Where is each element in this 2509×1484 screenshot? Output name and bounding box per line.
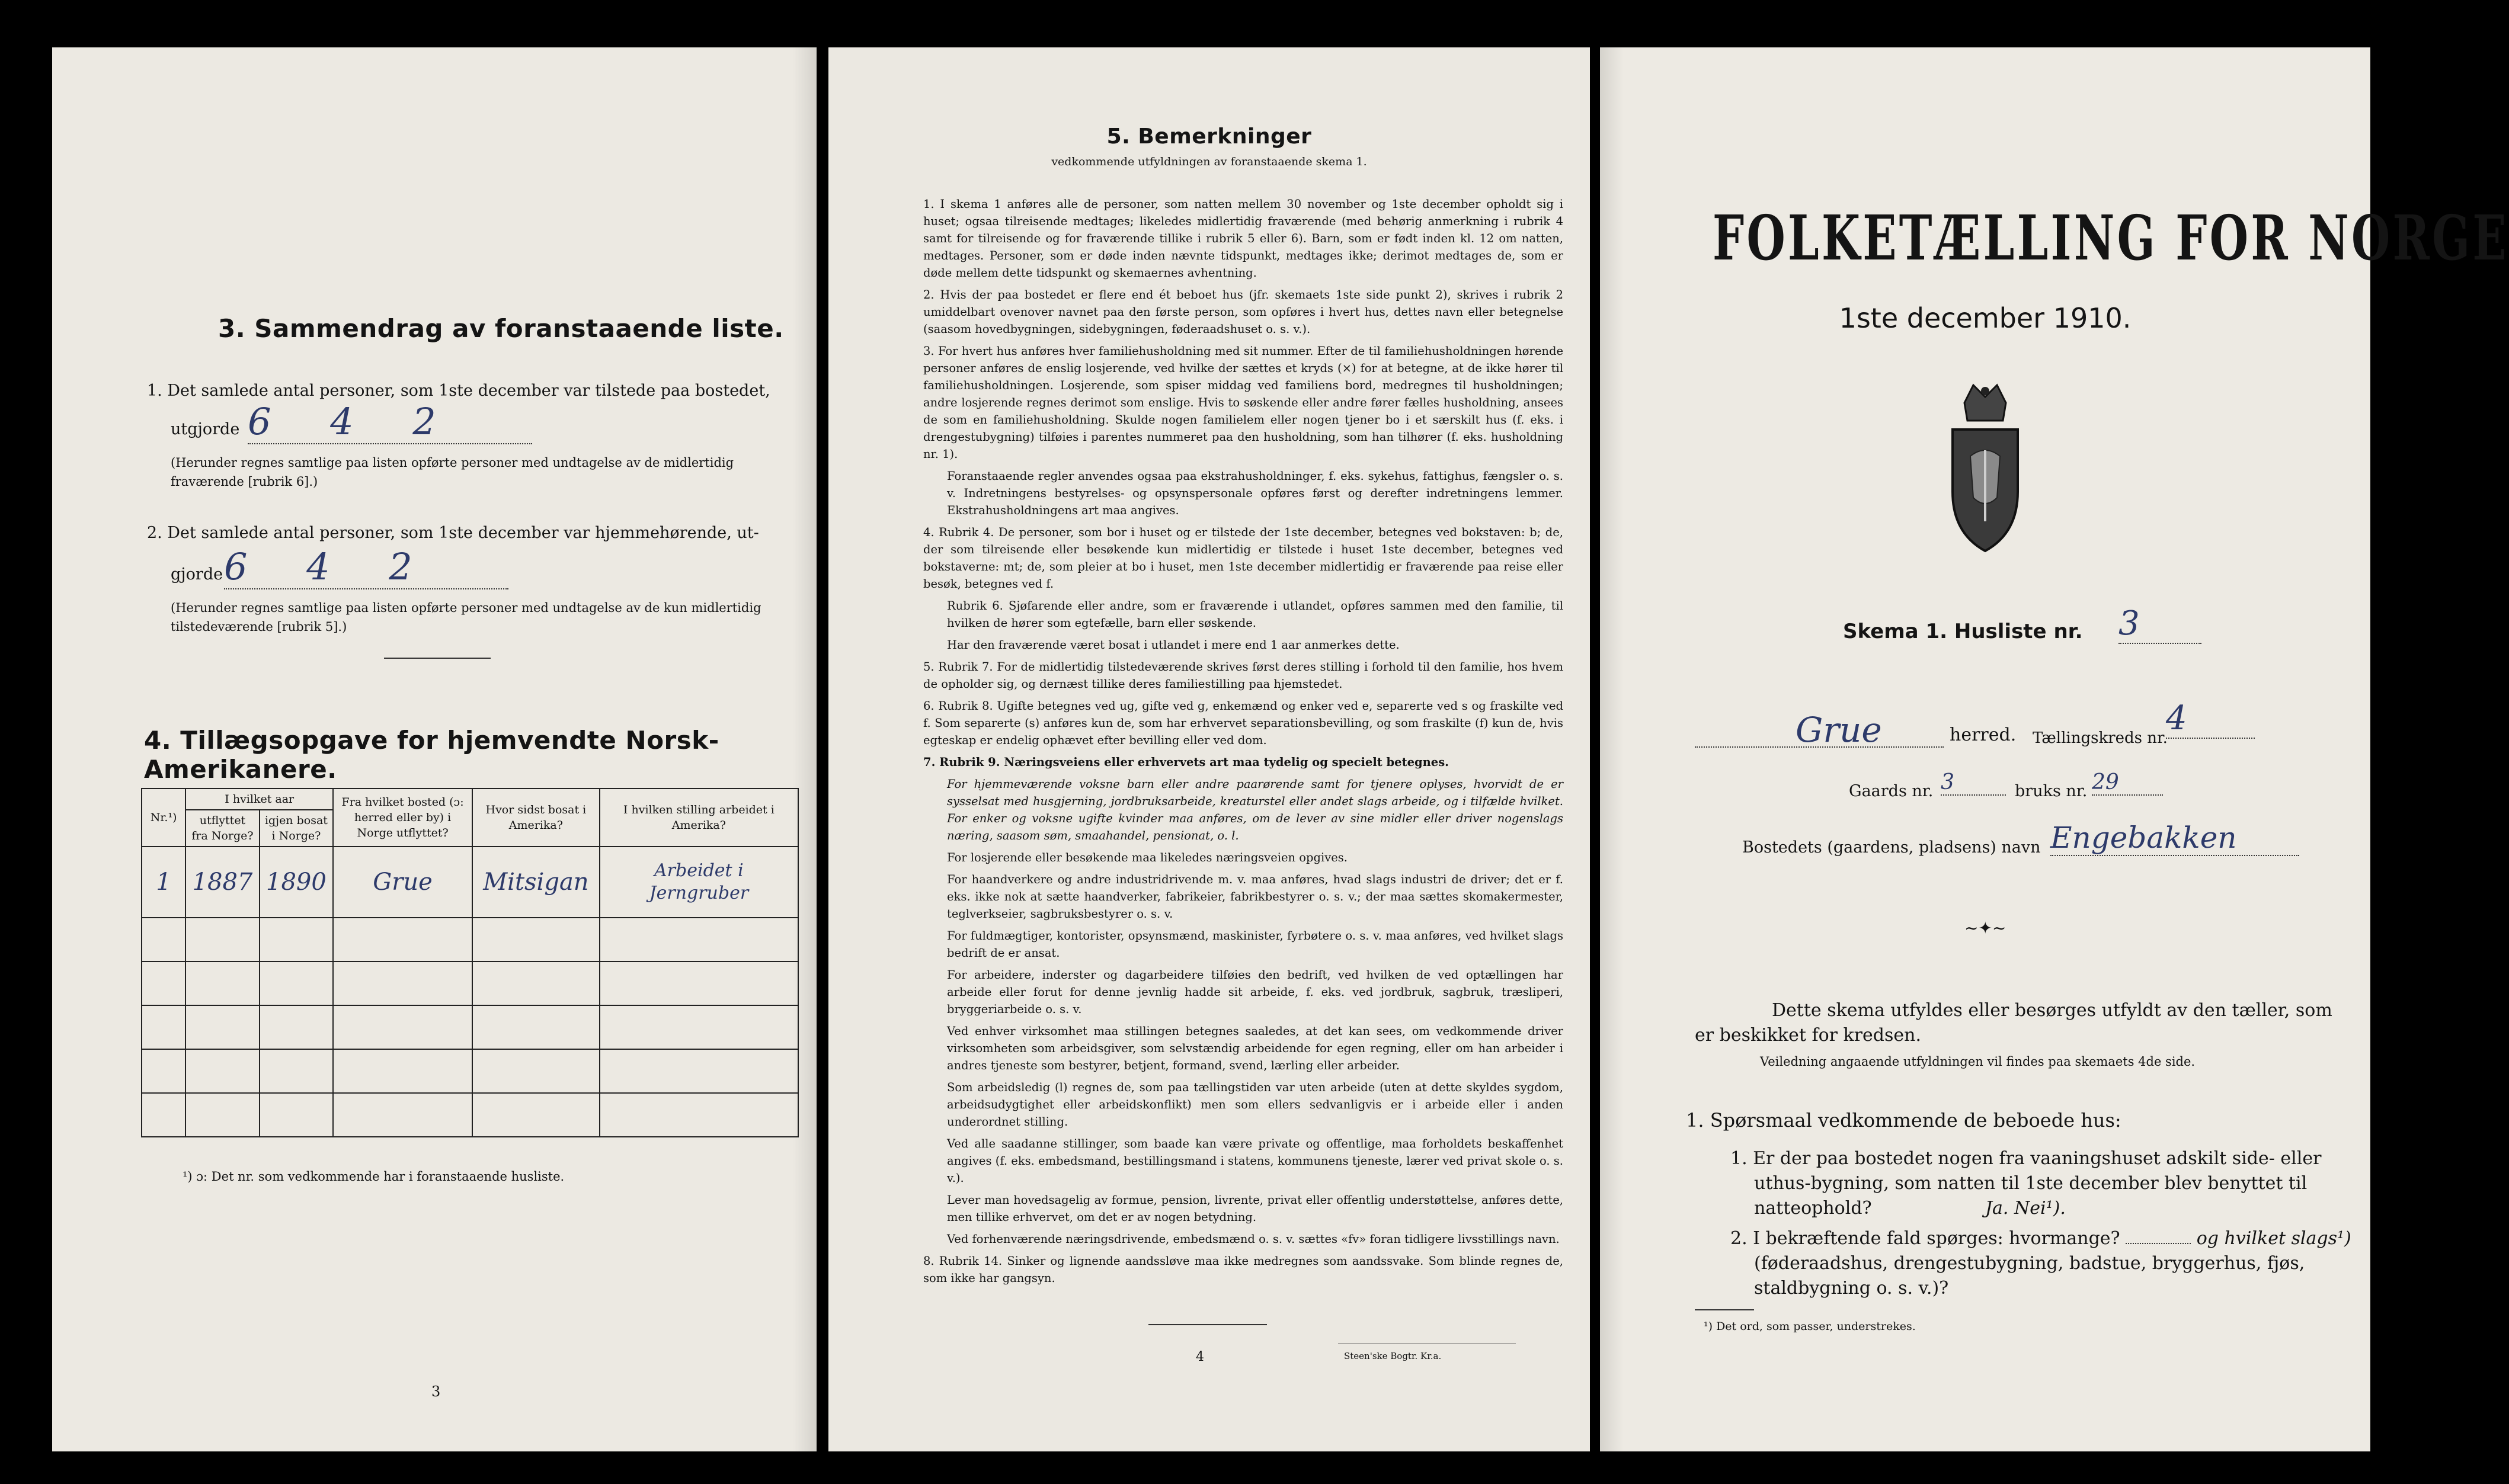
q1-handwritten-count: 6 4 2 (248, 400, 532, 444)
census-title: FOLKETÆLLING FOR NORGE (1713, 201, 2509, 274)
herred-field (1695, 710, 1944, 750)
col-header-fra: Fra hvilket bosted (ɔ: herred eller by) i Norge utflyttet? (333, 789, 472, 847)
divider (384, 658, 491, 659)
q2-note: (Herunder regnes samtlige paa listen opførte personer med undtagelse av de kun midlertidig tilstedeværende [rubrik 5].) (171, 601, 761, 634)
remark-item: 4. Rubrik 4. De personer, som bor i huset og er tilstede der 1ste december, betegnes ved bokstaven: b; de, der som tilreisende eller besøkende kun midlertidig er tilstede i huset 1ste december, betegnes ved bokstaverne: mt; de, som pleier at bo i huset, men 1ste december midlertidig er fraværende paa reise eller besøk, betegnes ved f. (923, 525, 1563, 591)
table-row (142, 1049, 798, 1093)
question-2-tail: og hvilket slags¹) (2196, 1228, 2351, 1249)
divider (1148, 1324, 1267, 1325)
remark-item: For arbeidere, inderster og dagarbeidere tilføies den bedrift, ved hvilken de ved optællingen har arbeide eller forut for denne jevnlig hadde sit arbeide, f. eks. ved jordbruk, sagbruk, træsliperi, bryggeriarbeide o. s. v. (947, 968, 1563, 1016)
gaards-label: Gaards nr. (1849, 782, 1934, 800)
q2-text: 2. Det samlede antal personer, som 1ste december var hjemmehørende, ut- (147, 524, 759, 542)
remark-item: Har den fraværende været bosat i utlandet i mere end 1 aar anmerkes dette. (947, 638, 1400, 652)
col-header-stilling: I hvilken stilling arbeidet i Amerika? (600, 789, 798, 847)
footnote: ¹) Det ord, som passer, understrekes. (1704, 1320, 1916, 1333)
cell-utflyttet: 1887 (185, 847, 259, 918)
kreds-label: Tællingskreds nr. (2033, 729, 2168, 747)
herred-label: herred. (1950, 725, 2017, 745)
table-row (142, 918, 798, 961)
question-1-answer: Ja. Nei¹). (1985, 1198, 2066, 1219)
table-row (142, 1093, 798, 1137)
remark-item: Ved enhver virksomhet maa stillingen betegnes saaledes, at det kan sees, om vedkommende driver virksomheten som arbeidsgiver, som selvstændig arbeidende for egen regning, eller om han arbeider i andres tjeneste som bestyrer, betjent, formand, svend, lærling eller arbeider. (947, 1024, 1563, 1072)
remark-item: For fuldmægtiger, kontorister, opsynsmænd, maskinister, fyrbøtere o. s. v. maa anføres, ved hvilket slags bedrift de er ansat. (947, 929, 1563, 960)
remark-item: 2. Hvis der paa bostedet er flere end ét beboet hus (jfr. skemaets 1ste side punkt 2), skrives i rubrik 2 umiddelbart ovenover navnet paa den første person, som opføres i hvert hus, dettes navn eller betegnelse (saasom hovedbygningen, sidebygningen, føderaadshuset o. s. v.). (923, 288, 1563, 336)
table-row (142, 847, 798, 918)
q1-note: (Herunder regnes samtlige paa listen opførte personer med undtagelse av de midlertidig fraværende [rubrik 6].) (171, 456, 734, 489)
remark-item: Rubrik 6. Sjøfarende eller andre, som er fraværende i utlandet, opføres sammen med den familie, til hvilken de hører som egtefælle, barn eller søskende. (947, 599, 1563, 630)
question-1: 1. Er der paa bostedet nogen fra vaaningshuset adskilt side- eller uthus-bygning, som natten til 1ste december blev benyttet til natteophold? (1730, 1148, 2322, 1219)
remark-item: 1. I skema 1 anføres alle de personer, som natten mellem 30 november og 1ste december opholdt sig i huset; ogsaa tilreisende medtages; likeledes midlertidig fraværende (med behørig anmerkning i rubrik 4 samt for tilreisende og for fraværende tillike i rubrik 5 eller 6). Barn, som er født inden kl. 12 om natten, medtages. Personer, som er døde inden nævnte tidspunkt, medtages ikke; derimot medtages de, som er døde mellem dette tidspunkt og skemaernes avhentning. (923, 197, 1563, 280)
page-1 (1600, 47, 2509, 1451)
question-2-details: (føderaadshus, drengestubygning, badstue, bryggerhus, fjøs, staldbygning o. s. v.)? (1754, 1253, 2305, 1299)
bruks-number: 29 (2092, 770, 2163, 796)
col-header-hvor: Hvor sidst bosat i Amerika? (472, 789, 600, 847)
gaards-number: 3 (1941, 770, 2006, 796)
q1-utgjorde-label: utgjorde (171, 420, 240, 438)
remark-item: 5. Rubrik 7. For de midlertidig tilstedeværende skrives først deres stilling i forhold til den familie, hos hvem de opholder sig, og dernæst tillike deres familiestilling paa hjemstedet. (923, 660, 1563, 691)
remarks-body (923, 195, 1563, 1291)
section-3-title: 3. Sammendrag av foranstaaende liste. (218, 314, 784, 343)
question-heading: 1. Spørsmaal vedkommende de beboede hus: (1686, 1109, 2121, 1132)
table-row (142, 961, 798, 1005)
page-3 (52, 47, 817, 1451)
kreds-number: 4 (2166, 699, 2255, 739)
herred-handwritten: Grue (1796, 710, 1882, 750)
cell-hvor: Mitsigan (472, 847, 600, 918)
husliste-number: 3 (2118, 604, 2201, 644)
remark-item: Foranstaaende regler anvendes ogsaa paa ekstrahusholdninger, f. eks. sykehus, fattighus, fængsler o. s. v. Indretningens bestyrelses- og opsynspersonale opføres først og derefter indretningens lemmer. Ekstrahusholdningens art maa angives. (947, 469, 1563, 517)
skema-label: Skema 1. Husliste nr. (1843, 620, 2083, 643)
census-date: 1ste december 1910. (1839, 302, 2132, 334)
remark-item: Som arbeidsledig (l) regnes de, som paa tællingstiden var uten arbeide (uten at dette skyldes sygdom, arbeidsudygtighet eller arbeidskonflikt) men som ellers sedvanligvis er i arbeide eller i anden underordnet stilling. (947, 1081, 1563, 1129)
table-row (142, 1005, 798, 1049)
col-header-group: I hvilket aar (185, 789, 333, 810)
remark-item: Ved forhenværende næringsdrivende, embedsmænd o. s. v. sættes «fv» foran tidligere livsstillings navn. (947, 1232, 1560, 1246)
page-number: 4 (1196, 1350, 1204, 1364)
bruks-label: bruks nr. (2015, 782, 2088, 800)
instruction-note: Veiledning angaaende utfyldningen vil findes paa skemaets 4de side. (1760, 1054, 2196, 1069)
printer-mark: Steen'ske Bogtr. Kr.a. (1344, 1351, 1442, 1361)
question-2-lead: 2. I bekræftende fald spørges: hvormange? (1730, 1228, 2120, 1249)
cell-nr: 1 (142, 847, 185, 918)
q1-text: 1. Det samlede antal personer, som 1ste december var tilstede paa bostedet, (147, 382, 770, 400)
q2-handwritten-count: 6 4 2 (224, 545, 508, 589)
remark-item: 3. For hvert hus anføres hver familiehusholdning med sit nummer. Efter de til familiehusholdningen hørende personer anføres de enslig losjerende, ved hvilke der sættes et kryds (×) for at betegne, at de ikke hører til familiehusholdningen. Losjerende, som spiser middag ved familiens bord, medregnes til husholdningen; andre losjerende regnes derimot som enslige. Hvis to søskende eller andre fører fælles husholdning, ansees de som en familiehusholdning. Skulde nogen familielem eller nogen tjener bo i et særskilt hus (f. eks. i drengestubygning) tilføies i parentes nummeret paa den husholdning, som han tilhører (f. eks. husholdning nr. 1). (923, 344, 1563, 461)
remark-item: Lever man hovedsagelig av formue, pension, livrente, privat eller offentlig understøttelse, anføres dette, men tillike erhvervet, om det er av nogen betydning. (947, 1193, 1563, 1224)
answer-line (2126, 1243, 2191, 1244)
cell-stilling: Arbeidet i Jerngruber (600, 847, 798, 918)
col-header-utflyttet: utflyttet fra Norge? (185, 810, 259, 847)
page-4 (828, 47, 1590, 1451)
norsk-amerikanere-table (141, 788, 799, 1137)
section-4-title: 4. Tillægsopgave for hjemvendte Norsk-Amerikanere. (144, 726, 719, 784)
page-number: 3 (431, 1383, 441, 1400)
ornament-icon: ~✦~ (1964, 918, 2006, 938)
remark-item: Ved alle saadanne stillinger, som baade kan være private og offentlige, maa forholdets beskaffenhet angives (f. eks. embedsmand, bestillingsmand i statens, kommunens tjeneste, lærer ved privat skole o. s. v.). (947, 1137, 1563, 1185)
page-gutter-shadow (1600, 47, 1624, 1451)
bosted-label: Bostedets (gaardens, pladsens) navn (1742, 838, 2041, 857)
remark-item: For hjemmeværende voksne barn eller andre paarørende samt for tjenere oplyses, hvorvidt de er sysselsat med husgjerning, jordbruksarbeide, kreaturstel eller andet slags arbeide, og i tilfælde hvilket. For enker og voksne ugifte kvinder maa anføres, om de lever av sine midler eller driver nogenslags næring, saasom søm, smaahandel, pensionat, o. l. (947, 777, 1563, 842)
col-header-igjen: igjen bosat i Norge? (260, 810, 333, 847)
col-header-nr: Nr.¹) (142, 789, 185, 847)
bosted-name: Engebakken (2050, 820, 2299, 856)
cell-igjen: 1890 (260, 847, 333, 918)
remark-item: 7. Rubrik 9. Næringsveiens eller erhvervets art maa tydelig og specielt betegnes. (923, 755, 1449, 769)
divider (1695, 1309, 1754, 1310)
remarks-title: 5. Bemerkninger (1106, 124, 1312, 149)
instruction-text: Dette skema utfyldes eller besørges utfyldt av den tæller, som er beskikket for kredsen. (1695, 1000, 2332, 1046)
remark-item: For losjerende eller besøkende maa likeledes næringsveien opgives. (947, 851, 1348, 864)
remark-item: 6. Rubrik 8. Ugifte betegnes ved ug, gifte ved g, enkemænd og enker ved e, separerte ved s og fraskilte ved f. Som separerte (s) anføres kun de, som har erhvervet separationsbevilling, og som fraskilte (f) kun de, hvis egteskap er endelig ophævet efter bevilling eller ved dom. (923, 699, 1563, 747)
remark-item: 8. Rubrik 14. Sinker og lignende aandssløve maa ikke medregnes som aandssvake. Som blinde regnes de, som ikke har gangsyn. (923, 1254, 1563, 1285)
q2-gjorde-label: gjorde (171, 565, 223, 584)
cell-fra: Grue (333, 847, 472, 918)
question-2 (1730, 1226, 2351, 1251)
norwegian-coat-of-arms-icon (1929, 379, 2041, 557)
remark-item: For haandverkere og andre industridrivende m. v. maa anføres, hvad slags industri de driver; det er f. eks. ikke nok at sætte haandverker, fabrikeier, fabrikbestyrer o. s. v.; der maa sættes skomakermester, teglverkseier, sagbruksbestyrer o. s. v. (947, 873, 1563, 921)
remarks-subtitle: vedkommende utfyldningen av foranstaaende skema 1. (1051, 155, 1367, 168)
footnote: ¹) ɔ: Det nr. som vedkommende har i foranstaaende husliste. (183, 1169, 565, 1184)
